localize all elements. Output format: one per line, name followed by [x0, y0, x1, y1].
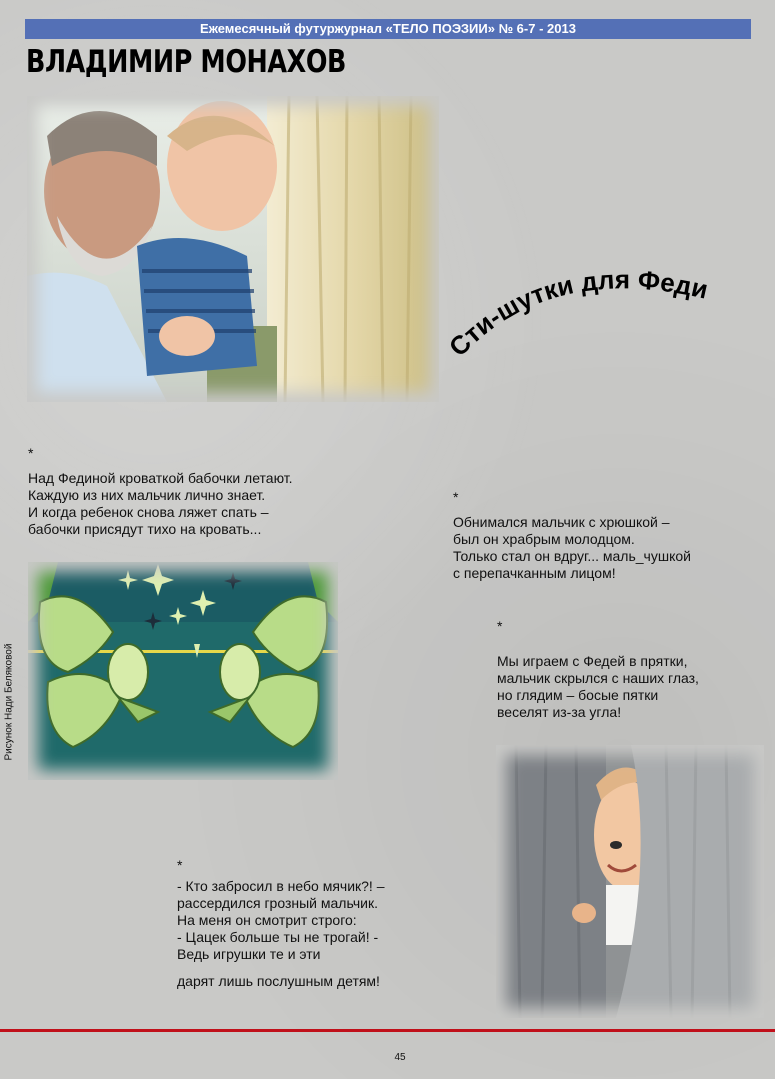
page-number: 45 [394, 1052, 406, 1063]
poem-star: * [177, 857, 183, 873]
poem-star: * [453, 489, 459, 505]
poem-line: - Кто забросил в небо мячик?! – [177, 878, 385, 894]
poem-line: Только стал он вдруг... маль_чушкой [453, 548, 691, 564]
poem-star: * [497, 618, 503, 634]
poem-line: Мы играем с Федей в прятки, [497, 653, 688, 669]
poem-line: мальчик скрылся с наших глаз, [497, 670, 699, 686]
poem-line: - Цацек больше ты не трогай! - [177, 929, 379, 945]
footer-rule [0, 1029, 775, 1032]
subtitle-text: Сти-шутки для Феди [442, 264, 711, 363]
author-name: ВЛАДИМИР МОНАХОВ [26, 44, 347, 80]
butterfly-illustration [28, 562, 338, 780]
poem-line: рассердился грозный мальчик. [177, 895, 378, 911]
poem-line: с перепачканным лицом! [453, 565, 616, 581]
poem-butterflies [28, 445, 293, 538]
poem-ball [177, 857, 385, 990]
poem-line: Обнимался мальчик с хрюшкой – [453, 514, 670, 530]
poem-hide-and-seek [497, 618, 699, 721]
poem-line: бабочки присядут тихо на кровать... [28, 521, 262, 537]
poem-line: был он храбрым молодцом. [453, 531, 635, 547]
poem-line: веселят из-за угла! [497, 704, 622, 720]
poem-line: дарят лишь послушным детям! [177, 973, 380, 989]
journal-header: Ежемесячный футуржурнал «ТЕЛО ПОЭЗИИ» № 6-7 - 2013 [25, 19, 751, 39]
grandfather-child-photo [27, 96, 439, 402]
poem-line: Ведь игрушки те и эти [177, 946, 321, 962]
poem-line: На меня он смотрит строго: [177, 912, 357, 928]
child-peeking-photo [496, 745, 764, 1018]
poem-line: И когда ребенок снова ляжет спать – [28, 504, 269, 520]
svg-text:Сти-шутки для Феди [443, 264, 711, 362]
poem-line: но глядим – босые пятки [497, 687, 659, 703]
poem-line: Каждую из них мальчик лично знает. [28, 487, 266, 503]
poem-piggy [453, 489, 691, 582]
subtitle-arc [440, 240, 730, 370]
poem-star: * [28, 445, 34, 461]
illustration-credit: Рисунок Нади Беляковой [3, 643, 15, 761]
poem-line: Над Фединой кроваткой бабочки летают. [28, 470, 293, 486]
